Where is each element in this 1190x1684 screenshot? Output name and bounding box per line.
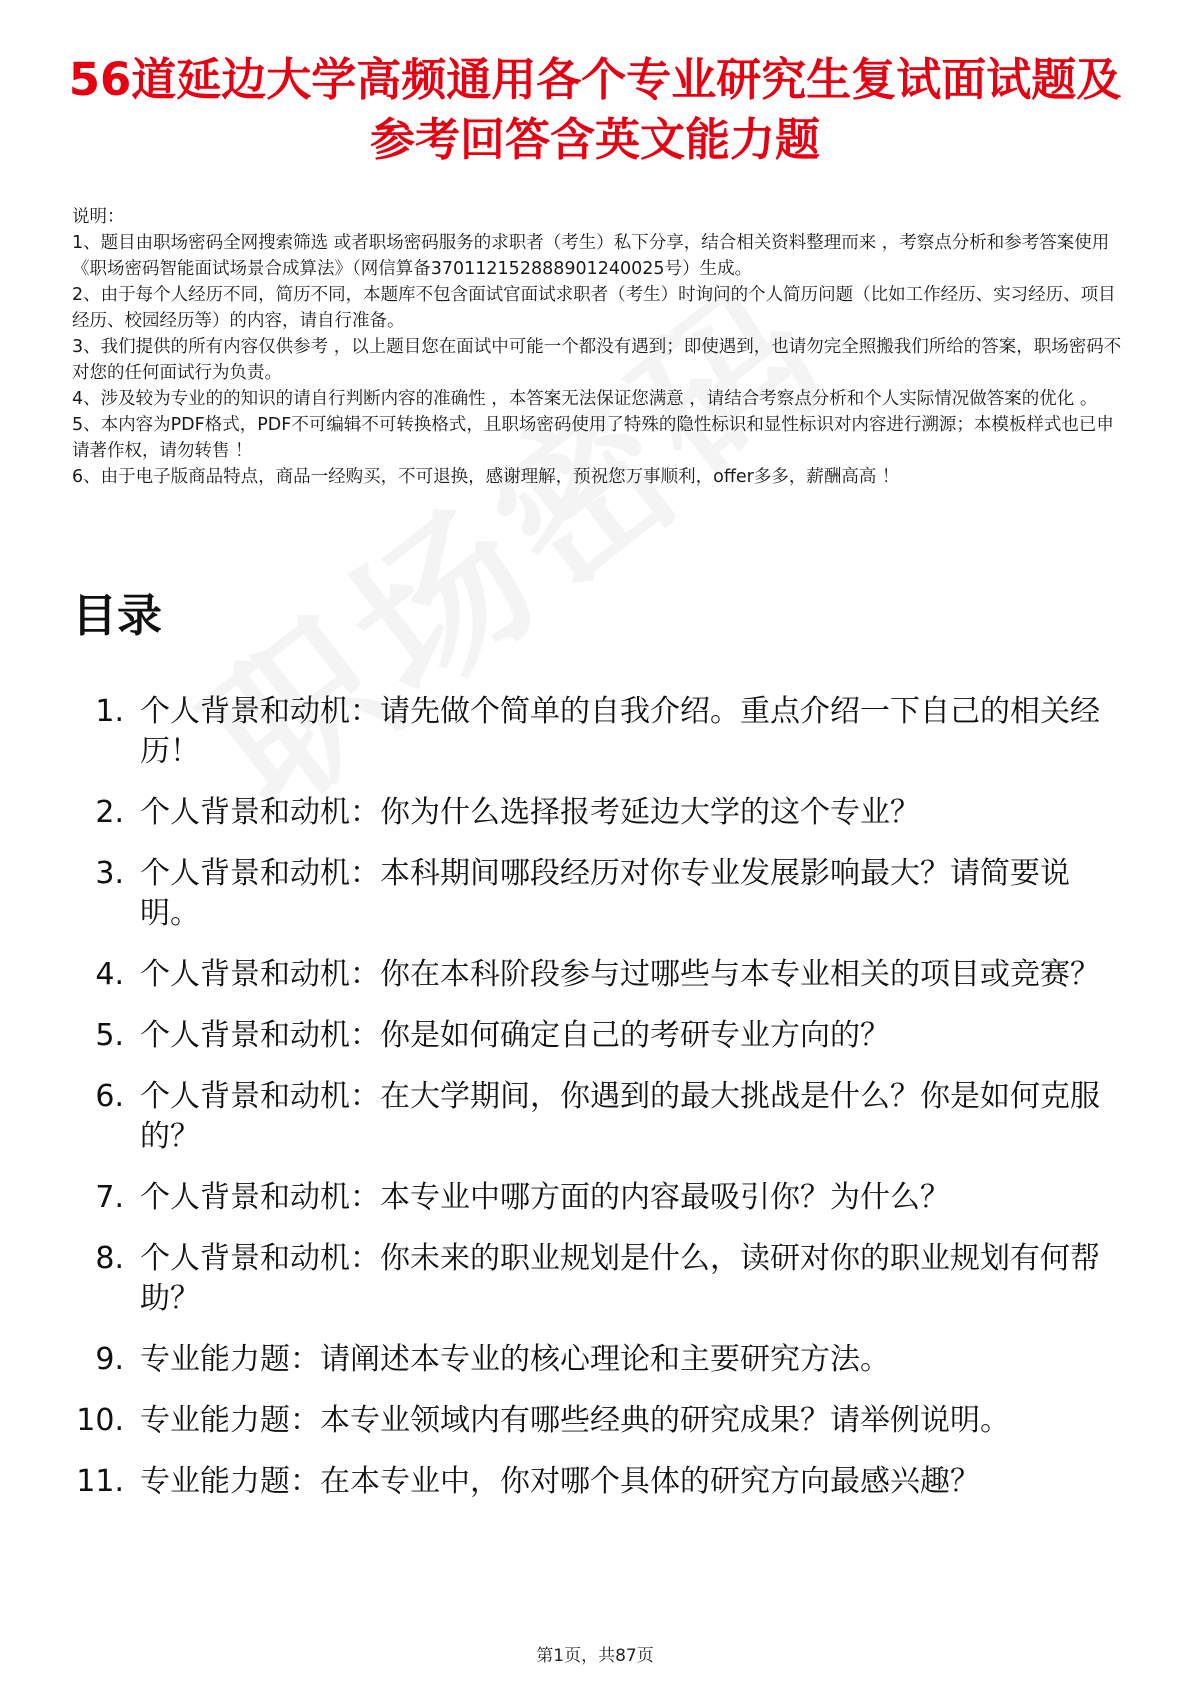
toc-item-number: 11. (76, 1464, 124, 1499)
toc-item-number: 10. (76, 1403, 124, 1438)
note-item: 3、我们提供的所有内容仅供参考 ，以上题目您在面试中可能一个都没有遇到；即使遇到，也请勿完全照搬我们所给的答案，职场密码不对您的任何面试行为负责。 (72, 337, 1122, 383)
toc-item[interactable] (72, 1077, 1122, 1157)
toc-item-number: 7. (95, 1180, 124, 1215)
toc-item[interactable] (72, 854, 1122, 934)
toc-item-text: 个人背景和动机：你是如何确定自己的考研专业方向的？ (140, 1018, 890, 1053)
note-item: 5、本内容为PDF格式，PDF不可编辑不可转换格式，且职场密码使用了特殊的隐性标识和显性标识对内容进行溯源；本模板样式也已申请著作权，请勿转售 ！ (72, 415, 1114, 461)
toc-item-text: 个人背景和动机：在大学期间，你遇到的最大挑战是什么？你是如何克服的？ (140, 1079, 1100, 1154)
toc-item[interactable] (72, 1340, 1122, 1380)
toc-item-number: 4. (95, 957, 124, 992)
toc-item-text: 专业能力题：在本专业中，你对哪个具体的研究方向最感兴趣？ (140, 1464, 980, 1499)
toc-item[interactable] (72, 1178, 1122, 1218)
toc-item-text: 个人背景和动机：你为什么选择报考延边大学的这个专业？ (140, 795, 920, 830)
toc-item-text: 个人背景和动机：本专业中哪方面的内容最吸引你？为什么？ (140, 1180, 950, 1215)
toc-item-number: 3. (95, 856, 124, 891)
toc-list (72, 692, 1122, 1523)
toc-item-number: 5. (95, 1018, 124, 1053)
toc-heading: 目录 (72, 589, 163, 642)
notes-label: 说明： (72, 207, 125, 227)
toc-item-text: 专业能力题：本专业领域内有哪些经典的研究成果？请举例说明。 (140, 1403, 1010, 1438)
page-footer: 第1页，共87页 (536, 1646, 654, 1666)
toc-item-number: 8. (95, 1241, 124, 1276)
toc-item-number: 2. (95, 795, 124, 830)
toc-item[interactable] (72, 1016, 1122, 1056)
toc-item-number: 6. (95, 1079, 124, 1114)
document-title: 56道延边大学高频通用各个专业研究生复试面试题及参考回答含英文能力题 (68, 53, 1122, 166)
toc-item-text: 个人背景和动机：请先做个简单的自我介绍。重点介绍一下自己的相关经历！ (140, 694, 1100, 769)
toc-item-text: 个人背景和动机：你在本科阶段参与过哪些与本专业相关的项目或竞赛？ (140, 957, 1100, 992)
note-item: 4、涉及较为专业的的知识的请自行判断内容的准确性 ，本答案无法保证您满意 ，请结合考察点分析和个人实际情况做答案的优化 。 (72, 389, 1098, 409)
note-item: 1、题目由职场密码全网搜索筛选 或者职场密码服务的求职者（考生）私下分享，结合相关资料整理而来 ，考察点分析和参考答案使用《职场密码智能面试场景合成算法》（网信算备370112152888901240025号）生成。 (72, 233, 1110, 279)
toc-item[interactable] (72, 793, 1122, 833)
note-item: 2、由于每个人经历不同，简历不同，本题库不包含面试官面试求职者（考生）时询问的个人简历问题（比如工作经历、实习经历、项目经历、校园经历等）的内容，请自行准备。 (72, 285, 1116, 331)
toc-item[interactable] (72, 955, 1122, 995)
toc-item[interactable] (72, 1239, 1122, 1319)
notes-section (72, 204, 1122, 490)
note-item: 6、由于电子版商品特点，商品一经购买，不可退换，感谢理解，预祝您万事顺利，offer多多，薪酬高高 ！ (72, 467, 900, 487)
toc-item-number: 1. (95, 694, 124, 729)
toc-item[interactable] (72, 1401, 1122, 1441)
toc-item-number: 9. (95, 1342, 124, 1377)
toc-item[interactable] (72, 692, 1122, 772)
toc-item-text: 个人背景和动机：你未来的职业规划是什么，读研对你的职业规划有何帮助？ (140, 1241, 1100, 1316)
toc-item[interactable] (72, 1462, 1122, 1502)
toc-item-text: 个人背景和动机：本科期间哪段经历对你专业发展影响最大？请简要说明。 (140, 856, 1070, 931)
toc-item-text: 专业能力题：请阐述本专业的核心理论和主要研究方法。 (140, 1342, 890, 1377)
